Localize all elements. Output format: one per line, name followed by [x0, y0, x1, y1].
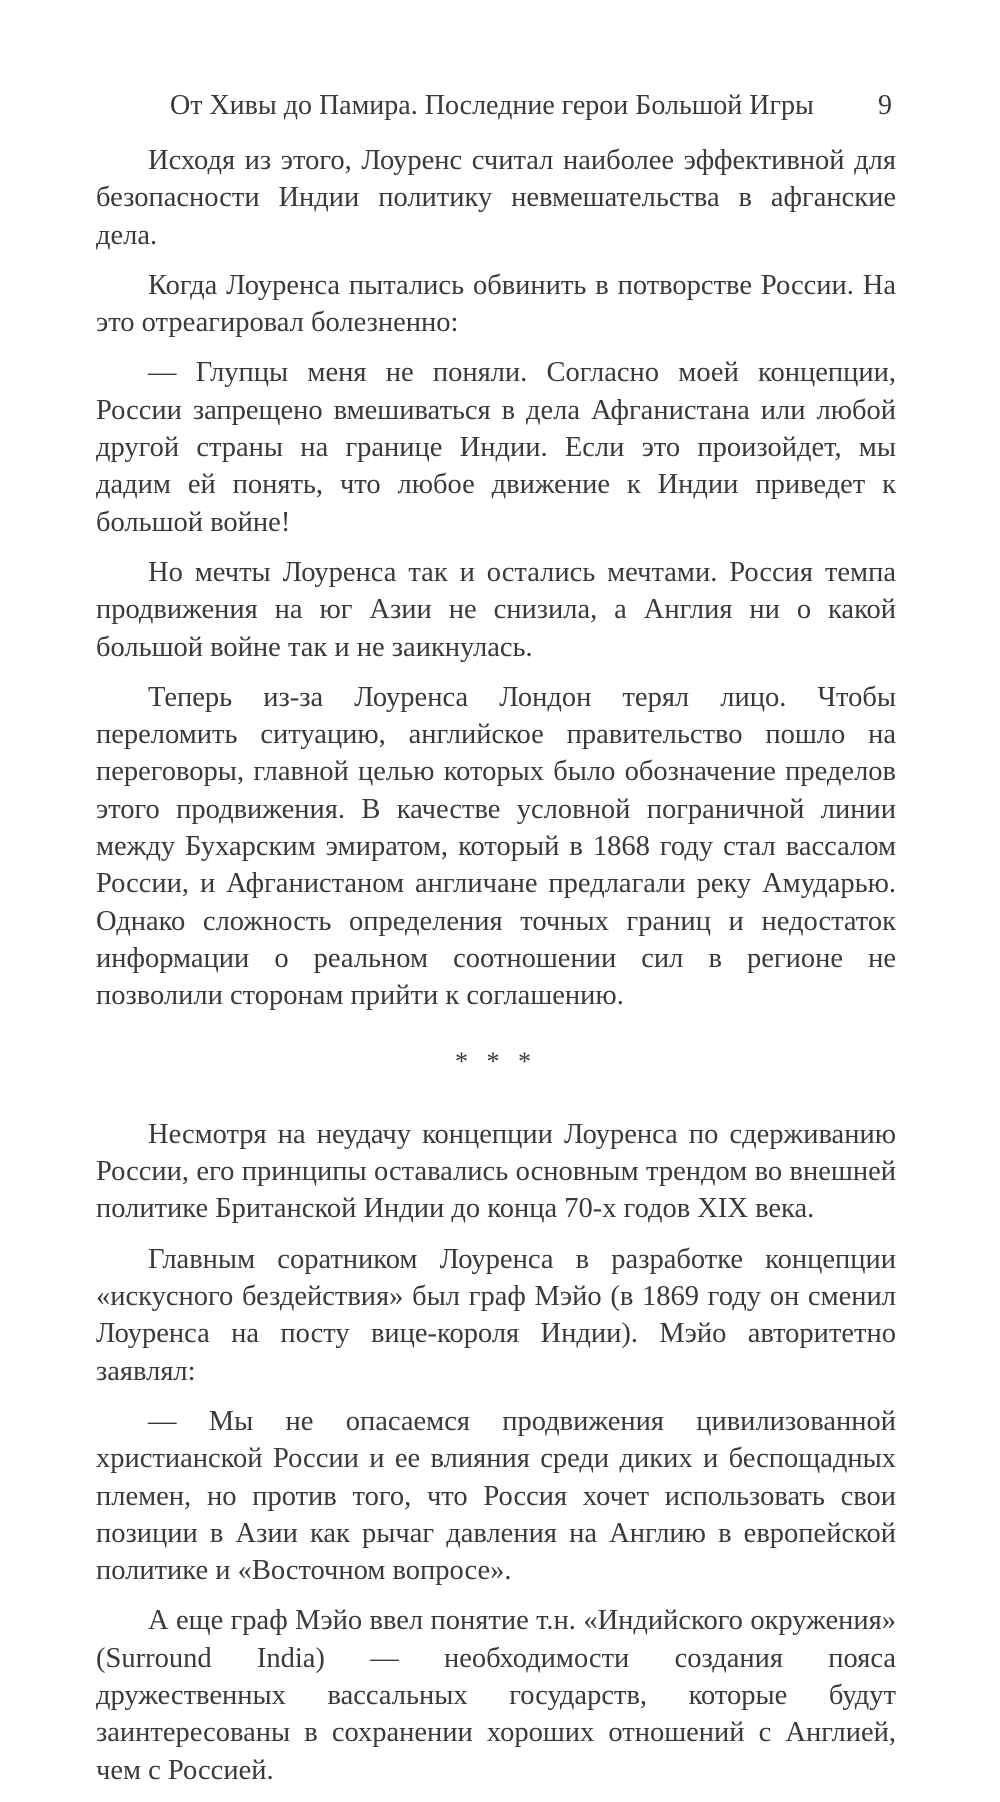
paragraph: — Мы не опасаемся продвижения цивилизованной христианской России и ее влияния среди диких и беспощадных племен, но против того, что Россия хочет использовать свои позиции в Азии как рычаг давления на Англию в европейской политике и «Восточном вопросе». — [96, 1405, 896, 1587]
paragraph: Но мечты Лоуренса так и остались мечтами. Россия темпа продвижения на юг Азии не снизила, а Англия ни о какой большой войне так и не заикнулась. — [96, 556, 896, 663]
page-number: 9 — [878, 90, 892, 121]
paragraph: — Глупцы меня не поняли. Согласно моей концепции, России запрещено вмешиваться в дела Афганистана или любой другой страны на границе Индии. Если это произойдет, мы дадим ей понять, что любое движение к Индии приведет к большой войне! — [96, 357, 896, 538]
paragraph: Исходя из этого, Лоуренс считал наиболее эффективной для безопасности Индии политику невмешательства в афганские дела. — [96, 145, 896, 251]
running-header-title: От Хивы до Памира. Последние герои Большой Игры — [170, 90, 814, 121]
section-separator: * * * — [455, 1046, 537, 1076]
running-header — [170, 86, 900, 126]
paragraph: Когда Лоуренса пытались обвинить в потворстве России. На это отреагировал болезненно: — [96, 269, 896, 339]
paragraph: А еще граф Мэйо ввел понятие т.н. «Индийского окружения» (Surround India) — необходимости создания пояса дружественных вассальных государств, которые будут заинтересованы в сохранении хороших отношений с Англией, чем с Россией. — [96, 1605, 896, 1786]
paragraph: Несмотря на неудачу концепции Лоуренса по сдерживанию России, его принципы оставались основным трендом во внешней политике Британской Индии до конца 70-х годов XIX века. — [96, 1118, 896, 1225]
body-text — [96, 142, 896, 1802]
paragraph: Теперь из-за Лоуренса Лондон терял лицо. Чтобы переломить ситуацию, английское правительство пошло на переговоры, главной целью которых было обозначение пределов этого продвижения. В качестве условной пограничной линии между Бухарским эмиратом, который в 1868 году стал вассалом России, и Афганистаном англичане предлагали реку Амударью. Однако сложность определения точных границ и недостаток информации о реальном соотношении сил в регионе не позволили сторонам прийти к соглашению. — [96, 681, 896, 1012]
paragraph: Главным соратником Лоуренса в разработке концепции «искусного бездействия» был граф Мэйо (в 1869 году он сменил Лоуренса на посту вице-короля Индии). Мэйо авторитетно заявлял: — [96, 1243, 896, 1387]
